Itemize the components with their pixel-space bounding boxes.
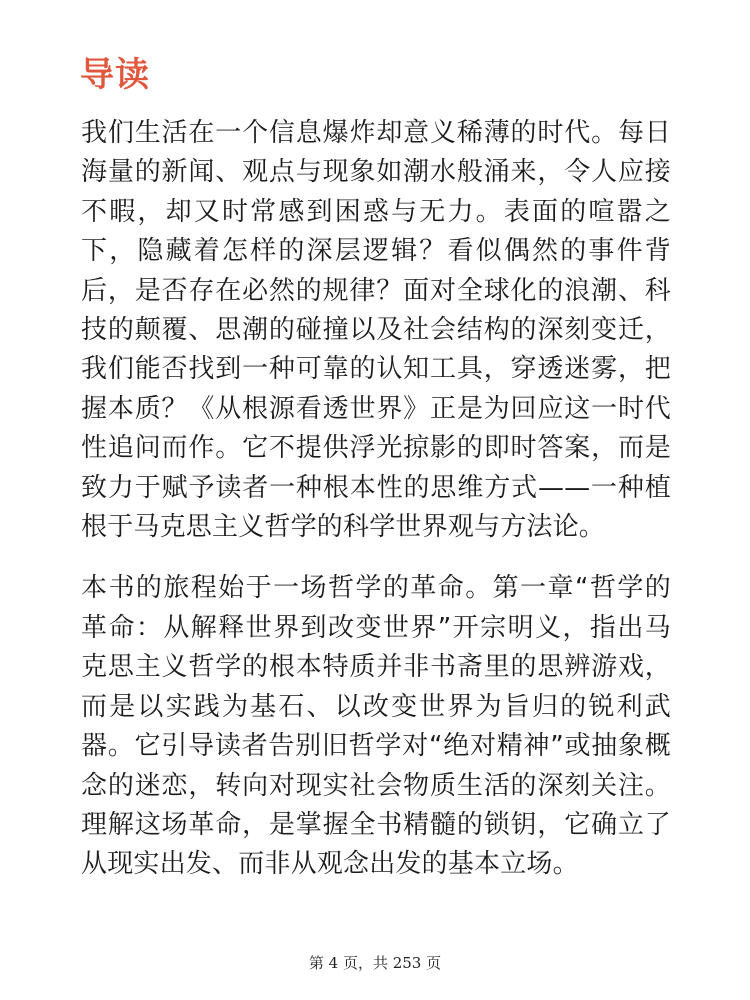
body-text — [81, 114, 671, 885]
page-footer: 第 4 页，共 253 页 — [308, 954, 442, 972]
paragraph: 我们生活在一个信息爆炸却意义稀薄的时代。每日海量的新闻、观点与现象如潮水般涌来，令人应接不暇，却又时常感到困惑与无力。表面的喧嚣之下，隐藏着怎样的深层逻辑？看似偶然的事件背后，是否存在必然的规律？面对全球化的浪潮、科技的颠覆、思潮的碰撞以及社会结构的深刻变迁，我们能否找到一种可靠的认知工具，穿透迷雾，把握本质？《从根源看透世界》正是为回应这一时代性追问而作。它不提供浮光掠影的即时答案，而是致力于赋予读者一种根本性的思维方式——一种植根于马克思主义哲学的科学世界观与方法论。 — [81, 118, 671, 543]
paragraph: 本书的旅程始于一场哲学的革命。第一章“哲学的革命：从解释世界到改变世界”开宗明义，指出马克思主义哲学的根本特质并非书斋里的思辨游戏，而是以实践为基石、以改变世界为旨归的锐利武器。它引导读者告别旧哲学对“绝对精神”或抽象概念的迷恋，转向对现实社会物质生活的深刻关注。理解这场革命，是掌握全书精髓的锁钥，它确立了从现实出发、而非从观念出发的基本立场。 — [81, 573, 671, 880]
section-heading: 导读 — [80, 55, 150, 95]
